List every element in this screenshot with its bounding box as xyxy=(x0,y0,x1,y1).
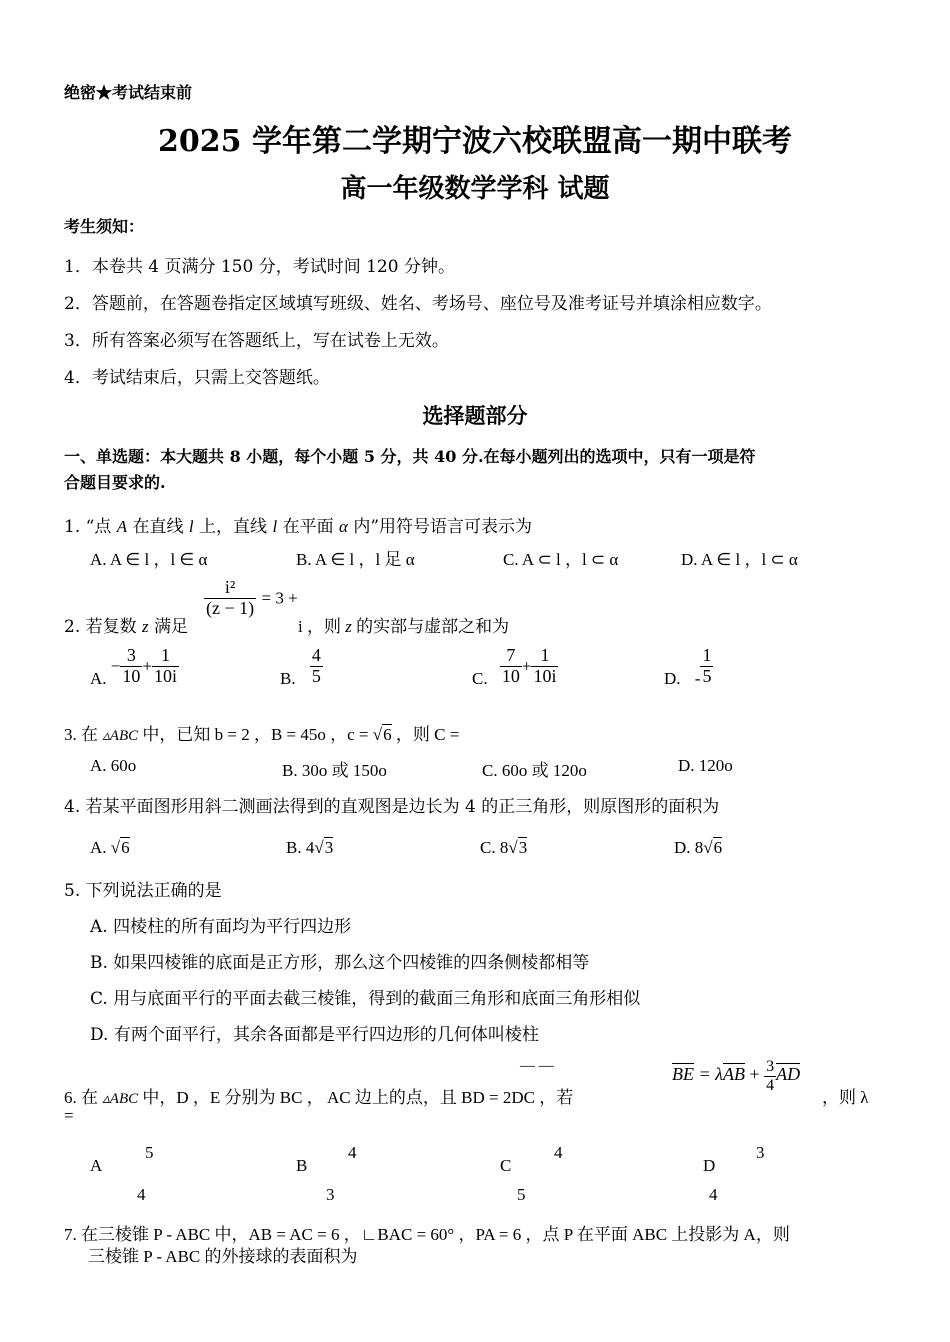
question-3: 3. 在 ▵ABC 中，已知 b = 2 ，B = 45o ，c = √6 ，则 C = xyxy=(64,725,460,744)
option-a-denominator: 4 xyxy=(137,1185,146,1204)
notice-heading: 考生须知： xyxy=(64,217,145,236)
option-a[interactable]: A. √6 xyxy=(90,838,130,857)
option-a[interactable]: A. 60o xyxy=(90,756,137,775)
q6-suffix: ，则 λ xyxy=(822,1088,869,1107)
option-d-denominator: 4 xyxy=(709,1185,718,1204)
option-b[interactable]: B. 如果四棱锥的底面是正方形，那么这个四棱锥的四条侧棱都相等 xyxy=(90,953,590,973)
option-d[interactable]: D. A ∈ l ，l ⊂ α xyxy=(681,550,798,569)
option-b[interactable]: B. 30o 或 150o xyxy=(282,761,387,780)
vector-arrows: — — xyxy=(520,1058,554,1074)
option-c[interactable]: C. 60o 或 120o xyxy=(482,761,587,780)
option-c[interactable]: C. 用与底面平行的平面去截三棱锥，得到的截面三角形和底面三角形相似 xyxy=(90,989,641,1009)
section-instructions-cont: 合题目要求的. xyxy=(64,473,166,492)
q2-tail: i ，则 z 的实部与虚部之和为 xyxy=(298,617,510,636)
option-b[interactable]: B. $\frac{4}{5}$ xyxy=(280,645,321,689)
option-b[interactable]: B xyxy=(296,1156,308,1175)
option-a[interactable]: A xyxy=(90,1156,103,1175)
section-instructions: 一、单选题：本大题共 8 小题，每个小题 5 分，共 40 分.在每小题列出的选项中，只有一项是符 xyxy=(64,447,756,466)
option-a[interactable]: A. − $\frac{3}{10}$ + $\frac{1}{10i}$ xyxy=(90,645,177,689)
q6-equals: = xyxy=(64,1106,74,1125)
q6-vector-equation: BE = λAB + $\frac{3}{4}$ AD xyxy=(672,1058,801,1094)
option-c[interactable]: C. A ⊂ l ，l ⊂ α xyxy=(503,550,619,569)
option-c[interactable]: C. 8√3 xyxy=(480,838,528,857)
option-a[interactable]: A. 四棱柱的所有面均为平行四边形 xyxy=(90,917,352,937)
option-c[interactable]: C. $\frac{7}{10}$ + $\frac{1}{10i}$ xyxy=(472,645,557,689)
question-1: 1. “点 A 在直线 l 上，直线 l 在平面 α 内”用符号语言可表示为 xyxy=(64,517,533,537)
question-7: 7. 在三棱锥 P - ABC 中，AB = AC = 6 ，∟BAC = 60° ，PA = 6 ，点 P 在平面 ABC 上投影为 A，则 xyxy=(64,1225,790,1244)
option-d[interactable]: D. 120o xyxy=(678,756,733,775)
notice-item: 3．所有答案必须写在答题纸上，写在试卷上无效。 xyxy=(64,331,449,351)
q2-equation: $\frac{\text{i²}}{(z - 1)}$ = 3 + xyxy=(206,577,298,618)
option-d[interactable]: D xyxy=(703,1156,716,1175)
notice-item: 1．本卷共 4 页满分 150 分，考试时间 120 分钟。 xyxy=(64,257,455,277)
option-c[interactable]: C xyxy=(500,1156,512,1175)
question-5: 5. 下列说法正确的是 xyxy=(64,881,222,901)
section-title: 选择题部分 xyxy=(422,403,528,428)
confidential-label: 绝密★考试结束前 xyxy=(64,83,193,102)
option-a-numerator: 5 xyxy=(145,1143,154,1162)
option-a[interactable]: A. A ∈ l ，l ∈ α xyxy=(90,550,208,569)
exam-subtitle: 高一年级数学学科 试题 xyxy=(340,174,610,204)
option-d[interactable]: D. - $\frac{1}{5}$ xyxy=(664,645,712,689)
option-d-numerator: 3 xyxy=(756,1143,765,1162)
question-2: 2. 若复数 z 满足 xyxy=(64,617,189,637)
option-b[interactable]: B. 4√3 xyxy=(286,838,334,857)
question-6: 6. 在 ▵ABC 中，D ，E 分别为 BC ， AC 边上的点，且 BD = 2DC ，若 xyxy=(64,1088,574,1107)
option-d[interactable]: D. 8√6 xyxy=(674,838,723,857)
option-c-numerator: 4 xyxy=(554,1143,563,1162)
option-c-denominator: 5 xyxy=(517,1185,526,1204)
notice-item: 2．答题前，在答题卷指定区域填写班级、姓名、考场号、座位号及准考证号并填涂相应数字。 xyxy=(64,294,772,314)
notice-item: 4．考试结束后，只需上交答题纸。 xyxy=(64,368,330,388)
fraction: $\frac{\text{i²}}{(z - 1)}$ xyxy=(206,577,255,618)
exam-title: 2025 学年第二学期宁波六校联盟高一期中联考 xyxy=(158,124,792,159)
option-d[interactable]: D. 有两个面平行，其余各面都是平行四边形的几何体叫棱柱 xyxy=(90,1025,539,1045)
question-4: 4. 若某平面图形用斜二测画法得到的直观图是边长为 4 的正三角形，则原图形的面积为 xyxy=(64,797,720,817)
option-b[interactable]: B. A ∈ l ，l 足 α xyxy=(296,550,415,569)
option-b-denominator: 3 xyxy=(326,1185,335,1204)
question-7-cont: 三棱锥 P - ABC 的外接球的表面积为 xyxy=(88,1247,358,1266)
option-b-numerator: 4 xyxy=(348,1143,357,1162)
